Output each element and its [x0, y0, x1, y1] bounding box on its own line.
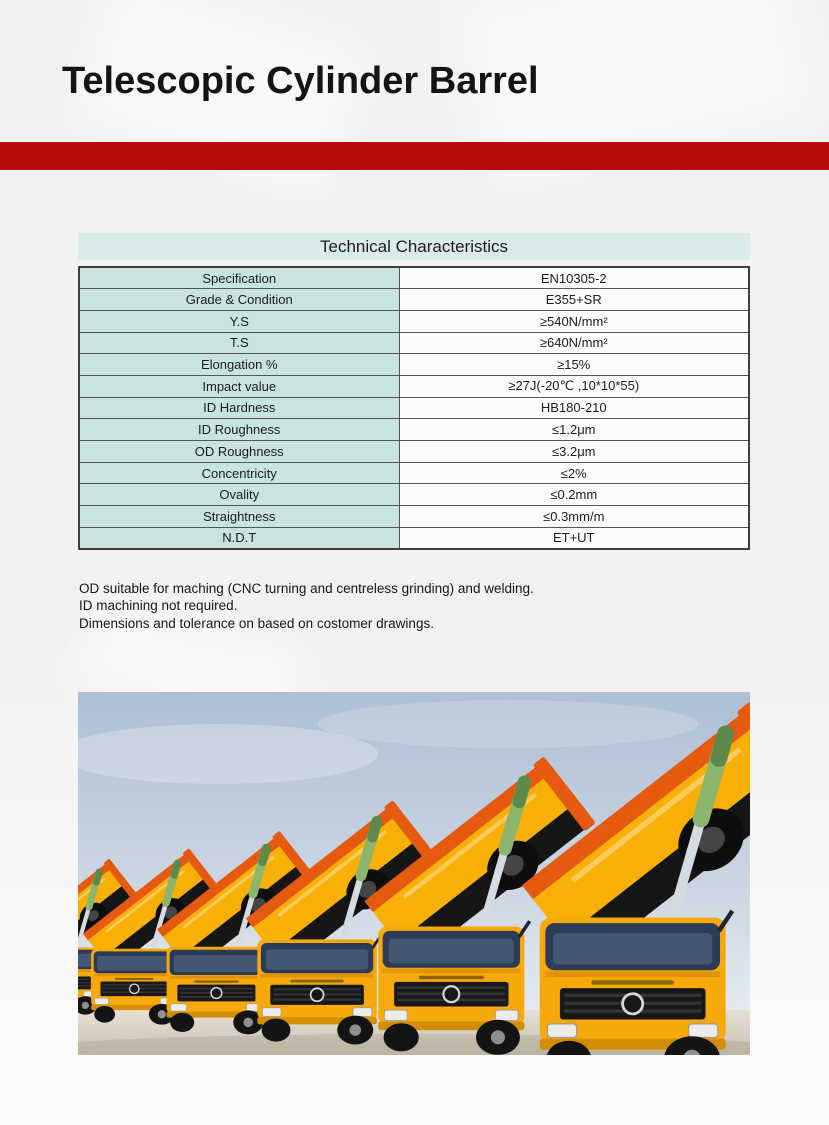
row-label-cell: Y.S: [79, 310, 399, 332]
notes-block: [79, 580, 751, 632]
row-label-cell: Straightness: [79, 506, 399, 528]
table-header-band: [78, 233, 750, 260]
trucks-photo-illustration: [78, 692, 750, 1055]
table-row: [79, 397, 749, 419]
row-label-cell: Grade & Condition: [79, 289, 399, 311]
note-line: Dimensions and tolerance on based on costomer drawings.: [79, 615, 434, 631]
table-row: [79, 289, 749, 311]
row-value-cell: ≥15%: [399, 354, 749, 376]
row-label-cell: Elongation %: [79, 354, 399, 376]
table-row: [79, 267, 749, 289]
table-row: [79, 484, 749, 506]
row-label-cell: Specification: [79, 267, 399, 289]
row-value-cell: ≥640N/mm²: [399, 332, 749, 354]
row-label-cell: Concentricity: [79, 462, 399, 484]
technical-characteristics-table: [78, 266, 750, 550]
row-value-cell: ≤0.2mm: [399, 484, 749, 506]
row-value-cell: ET+UT: [399, 527, 749, 549]
table-row: [79, 332, 749, 354]
table-row: [79, 462, 749, 484]
row-value-cell: ≥540N/mm²: [399, 310, 749, 332]
row-value-cell: ≤2%: [399, 462, 749, 484]
technical-table-body: [79, 267, 749, 549]
row-label-cell: N.D.T: [79, 527, 399, 549]
table-row: [79, 354, 749, 376]
row-label-cell: ID Roughness: [79, 419, 399, 441]
table-row: [79, 419, 749, 441]
row-value-cell: ≥27J(-20℃ ,10*10*55): [399, 375, 749, 397]
page-title: Telescopic Cylinder Barrel: [62, 60, 539, 102]
table-row: [79, 527, 749, 549]
row-label-cell: T.S: [79, 332, 399, 354]
table-header-label: Technical Characteristics: [319, 236, 508, 256]
row-value-cell: ≤3.2μm: [399, 441, 749, 463]
row-value-cell: HB180-210: [399, 397, 749, 419]
row-label-cell: OD Roughness: [79, 441, 399, 463]
row-value-cell: ≤0.3mm/m: [399, 506, 749, 528]
trucks-photo: [78, 692, 750, 1055]
note-line: OD suitable for maching (CNC turning and centreless grinding) and welding.: [79, 581, 534, 596]
note-line: ID machining not required.: [79, 598, 238, 614]
row-value-cell: ≤1.2μm: [399, 419, 749, 441]
table-row: [79, 506, 749, 528]
table-row: [79, 441, 749, 463]
table-row: [79, 310, 749, 332]
row-label-cell: Impact value: [79, 375, 399, 397]
row-label-cell: Ovality: [79, 484, 399, 506]
row-value-cell: EN10305-2: [399, 267, 749, 289]
row-value-cell: E355+SR: [399, 289, 749, 311]
table-row: [79, 375, 749, 397]
accent-banner: [0, 142, 829, 170]
row-label-cell: ID Hardness: [79, 397, 399, 419]
